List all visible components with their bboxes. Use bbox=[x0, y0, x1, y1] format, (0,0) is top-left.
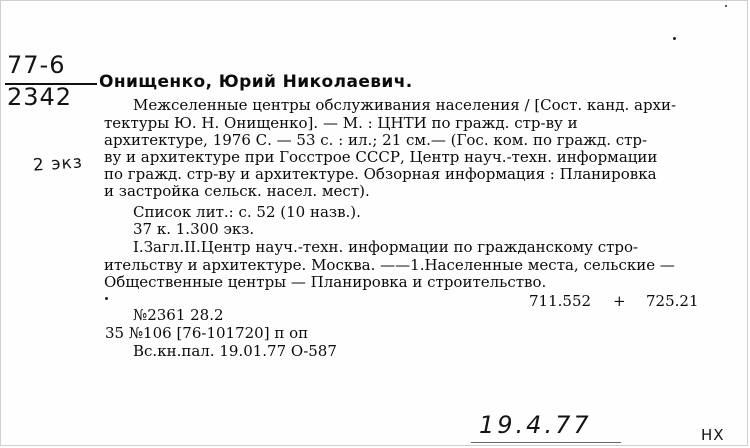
subject-line: ительству и архитектуре. Москва. ——1.Населенные места, сельские — bbox=[104, 256, 675, 274]
date-underline bbox=[471, 442, 621, 443]
handwritten-initials: НХ bbox=[701, 426, 725, 444]
speck bbox=[673, 37, 676, 40]
subject-line: Общественные центры — Планировка и строительство. bbox=[104, 273, 547, 291]
registration-number: №2361 28.2 bbox=[133, 306, 224, 324]
handwritten-copies-note: 2 экз bbox=[32, 152, 84, 176]
description-line: ву и архитектуре при Госстрое СССР, Центр науч.-техн. информации bbox=[104, 148, 658, 166]
handwritten-shelf-mark-top: 77-6 bbox=[7, 51, 66, 79]
margin-dot bbox=[105, 297, 108, 300]
order-line: 35 №106 [76-101720] п оп bbox=[105, 324, 309, 342]
description-line: по гражд. стр-ву и архитектуре. Обзорная информация : Планировка bbox=[104, 165, 657, 183]
speck bbox=[725, 5, 727, 7]
udc-class-plus: + bbox=[613, 292, 626, 310]
description-line: тектуры Ю. Н. Онищенко]. — М. : ЦНТИ по гражд. стр-ву и bbox=[104, 114, 578, 132]
handwritten-shelf-mark-bottom: 2342 bbox=[7, 83, 73, 111]
subject-line: I.Загл.II.Центр науч.-техн. информации по гражданскому стро- bbox=[133, 238, 639, 256]
udc-class-left: 711.552 bbox=[529, 292, 592, 310]
price-run-note: 37 к. 1.300 экз. bbox=[133, 220, 255, 238]
chamber-stamp-line: Вс.кн.пал. 19.01.77 О-587 bbox=[133, 342, 337, 360]
bibliography-note: Список лит.: с. 52 (10 назв.). bbox=[133, 203, 361, 221]
description-line: и застройка сельск. насел. мест). bbox=[104, 182, 370, 200]
description-line: Межселенные центры обслуживания населения / [Сост. канд. архи- bbox=[133, 96, 677, 114]
author-heading: Онищенко, Юрий Николаевич. bbox=[99, 72, 413, 92]
handwritten-date: 19.4.77 bbox=[479, 411, 592, 439]
description-line: архитектуре, 1976 С. — 53 с. : ил.; 21 см.— (Гос. ком. по гражд. стр- bbox=[104, 131, 648, 149]
udc-class-right: 725.21 bbox=[646, 292, 699, 310]
